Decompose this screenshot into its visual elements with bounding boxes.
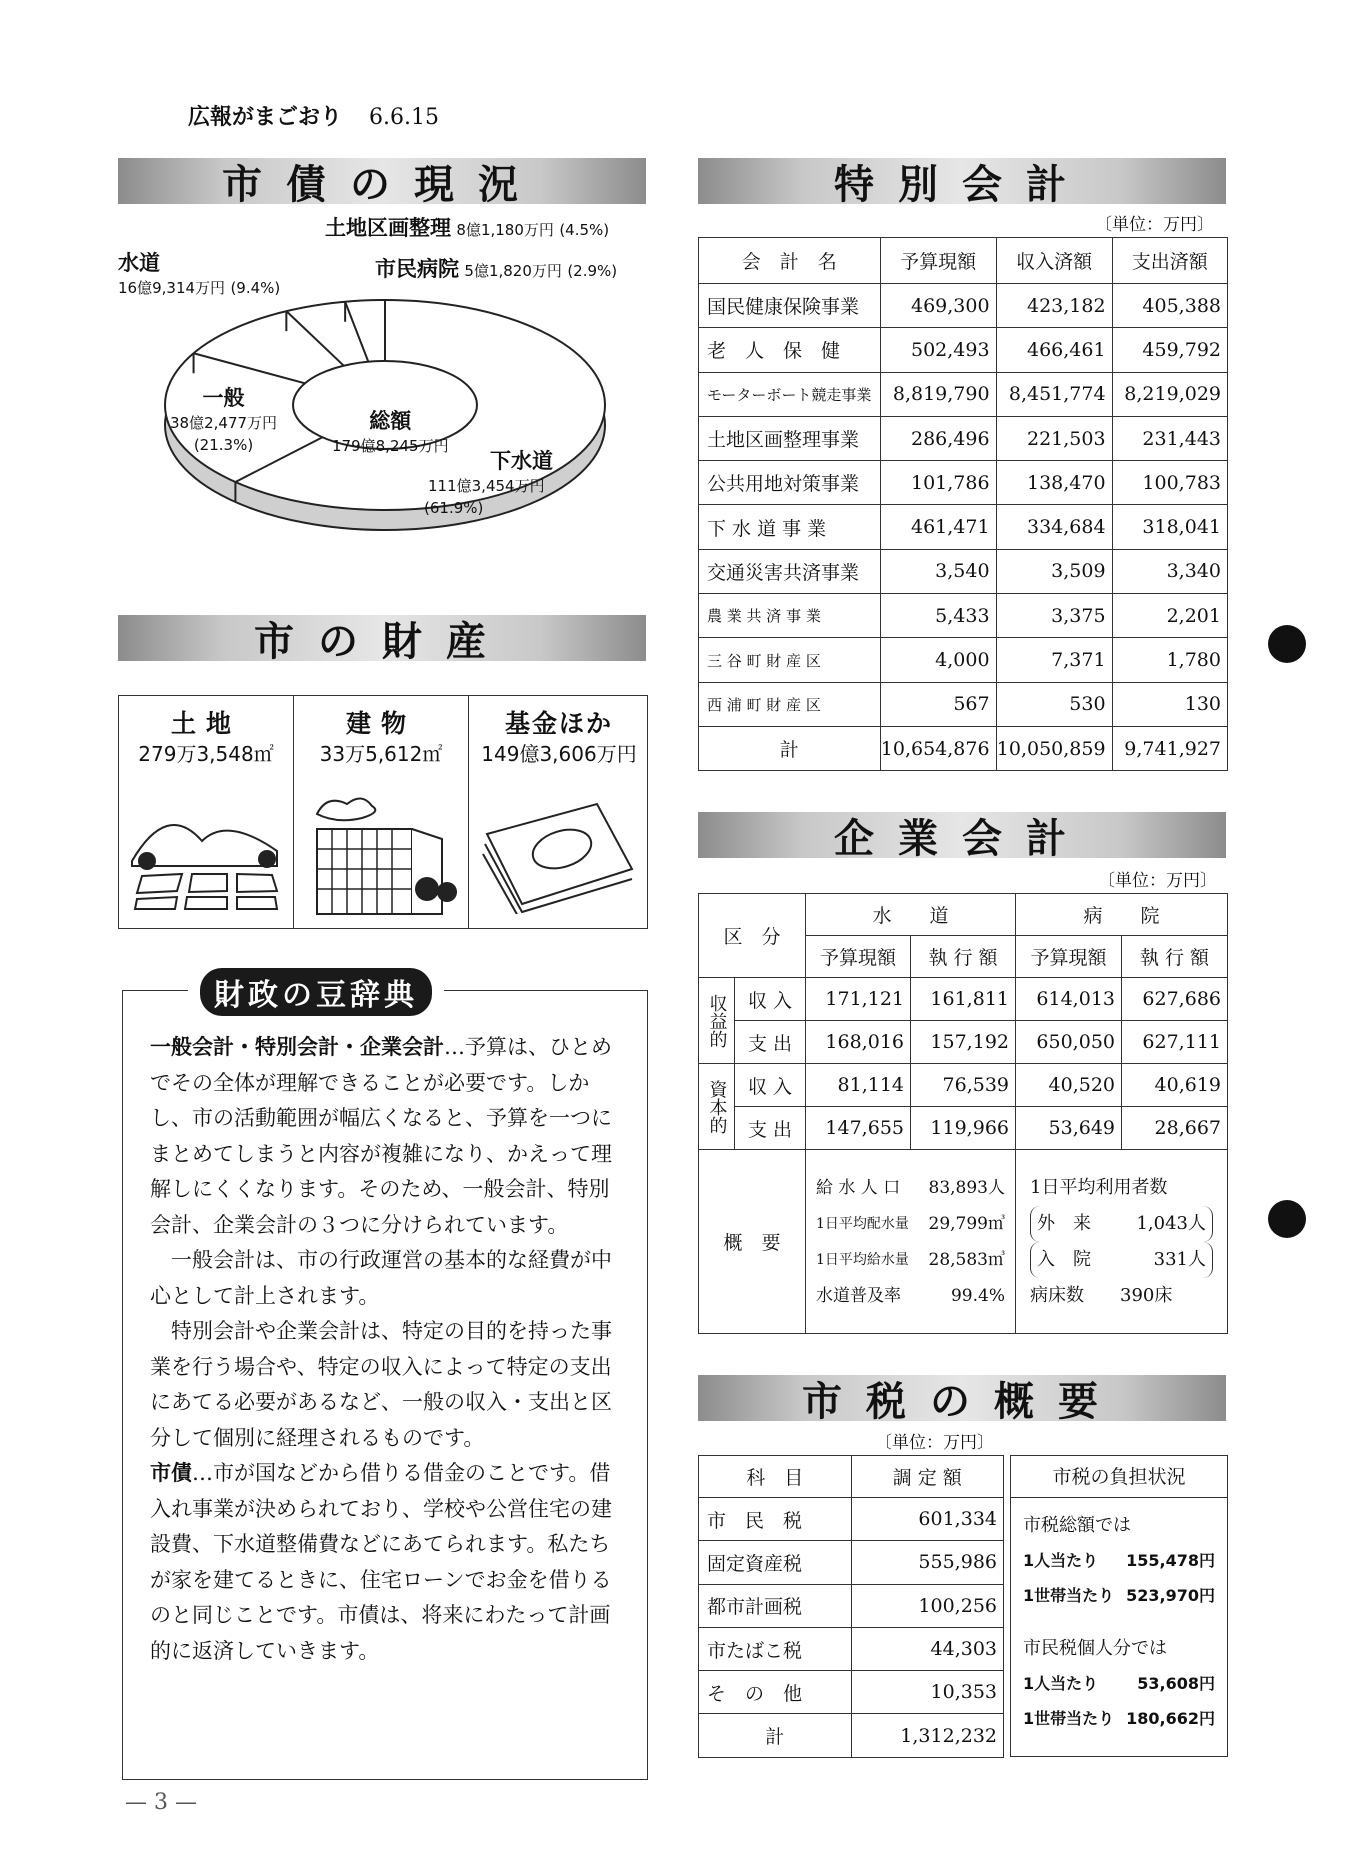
tax-header-amount: 調 定 額 bbox=[851, 1456, 1004, 1498]
margin-dot bbox=[1268, 1200, 1306, 1238]
special-row bbox=[699, 682, 1228, 726]
special-row bbox=[699, 372, 1228, 416]
enterprise-cell: 157,192 bbox=[911, 1021, 1016, 1064]
burden-group-total: 市税総額では bbox=[1023, 1515, 1131, 1536]
enterprise-cell: 627,686 bbox=[1122, 978, 1228, 1021]
special-banner bbox=[698, 158, 1226, 208]
segment-name-hospital: 市民病院 bbox=[375, 257, 459, 281]
hospital-summary-head: 1日平均利用者数 bbox=[1030, 1176, 1168, 1198]
property-box bbox=[118, 695, 648, 929]
summary-value: 29,799㎥ bbox=[928, 1213, 1005, 1234]
tax-total-label: 計 bbox=[699, 1714, 852, 1757]
segment-pct-hospital: (2.9%) bbox=[567, 262, 618, 280]
tax-item: 市 民 税 bbox=[699, 1498, 852, 1541]
burden-value: 155,478円 bbox=[1126, 1551, 1215, 1570]
special-row bbox=[699, 594, 1228, 638]
special-cell: 5,433 bbox=[880, 594, 996, 638]
tax-amount: 601,334 bbox=[851, 1498, 1004, 1541]
special-total-cell: 10,654,876 bbox=[880, 726, 996, 770]
total-amount: 179億8,245万円 bbox=[332, 437, 449, 456]
tax-row bbox=[699, 1541, 1004, 1584]
special-row bbox=[699, 505, 1228, 549]
enterprise-sub-water-exec: 執 行 額 bbox=[911, 936, 1016, 978]
debt-title: 市債の現況 bbox=[222, 161, 542, 208]
enterprise-cell: 76,539 bbox=[911, 1064, 1016, 1107]
summary-value: 28,583㎥ bbox=[928, 1249, 1005, 1270]
dictionary-title-badge bbox=[188, 970, 444, 1014]
tax-item: 市たばこ税 bbox=[699, 1627, 852, 1670]
special-cell: 3,375 bbox=[996, 594, 1112, 638]
summary-key: 水道普及率 bbox=[816, 1285, 901, 1306]
special-account-name: 農 業 共 済 事 業 bbox=[699, 594, 881, 638]
burden-value: 523,970円 bbox=[1126, 1586, 1215, 1605]
segment-amount-water: 16億9,314万円 bbox=[118, 279, 226, 298]
property-fund-value: 149億3,606万円 bbox=[481, 742, 637, 766]
special-cell: 502,493 bbox=[880, 328, 996, 372]
special-cell: 100,783 bbox=[1112, 461, 1227, 505]
burden-value: 53,608円 bbox=[1137, 1674, 1215, 1693]
enterprise-cell: 614,013 bbox=[1016, 978, 1122, 1021]
burden-key: 1人当たり bbox=[1023, 1551, 1099, 1570]
enterprise-cap-income-label: 収 入 bbox=[735, 1064, 806, 1107]
summary-value: 99.4% bbox=[950, 1285, 1005, 1306]
tax-item: そ の 他 bbox=[699, 1671, 852, 1714]
special-cell: 138,470 bbox=[996, 461, 1112, 505]
summary-value: 331人 bbox=[1153, 1248, 1206, 1270]
special-row bbox=[699, 638, 1228, 682]
enterprise-cell: 53,649 bbox=[1016, 1107, 1122, 1150]
property-title: 市の財産 bbox=[254, 618, 510, 665]
tax-row bbox=[699, 1671, 1004, 1714]
special-total-row bbox=[699, 726, 1228, 770]
tax-row bbox=[699, 1584, 1004, 1627]
enterprise-hospital-header: 病 院 bbox=[1016, 894, 1228, 936]
special-account-name: 西 浦 町 財 産 区 bbox=[699, 682, 881, 726]
enterprise-cell: 168,016 bbox=[806, 1021, 911, 1064]
building-illustration bbox=[302, 794, 462, 919]
tax-burden-box bbox=[1010, 1455, 1228, 1757]
enterprise-cell: 627,111 bbox=[1122, 1021, 1228, 1064]
enterprise-cell: 171,121 bbox=[806, 978, 911, 1021]
enterprise-kubun: 区 分 bbox=[699, 894, 806, 978]
special-cell: 8,819,790 bbox=[880, 372, 996, 416]
enterprise-rev-income-label: 収 入 bbox=[735, 978, 806, 1021]
tax-amount: 100,256 bbox=[851, 1584, 1004, 1627]
enterprise-banner bbox=[698, 812, 1226, 862]
burden-row bbox=[1023, 1578, 1215, 1613]
segment-pct-sewer: (61.9%) bbox=[424, 499, 484, 518]
special-header-budget: 予算現額 bbox=[880, 238, 996, 284]
enterprise-table bbox=[698, 893, 1228, 1334]
summary-row bbox=[1030, 1206, 1213, 1242]
enterprise-water-header: 水 道 bbox=[806, 894, 1016, 936]
summary-key: 1日平均給水量 bbox=[816, 1251, 909, 1268]
special-cell: 530 bbox=[996, 682, 1112, 726]
tax-header-item: 科 目 bbox=[699, 1456, 852, 1498]
tax-amount: 10,353 bbox=[851, 1671, 1004, 1714]
special-cell: 405,388 bbox=[1112, 284, 1227, 328]
special-cell: 469,300 bbox=[880, 284, 996, 328]
burden-key: 1人当たり bbox=[1023, 1674, 1099, 1693]
segment-label-hospital bbox=[375, 256, 617, 283]
summary-row bbox=[816, 1278, 1005, 1314]
special-cell: 7,371 bbox=[996, 638, 1112, 682]
segment-pct-general: (21.3%) bbox=[193, 436, 254, 455]
segment-name-water: 水道 bbox=[118, 251, 160, 275]
tax-burden-content bbox=[1011, 1498, 1227, 1746]
special-cell: 567 bbox=[880, 682, 996, 726]
segment-label-sewer bbox=[424, 448, 553, 519]
page-number: — 3 — bbox=[125, 1790, 197, 1815]
segment-label-general bbox=[170, 385, 277, 456]
segment-pct-land: (4.5%) bbox=[559, 221, 610, 239]
special-total-cell: 9,741,927 bbox=[1112, 726, 1227, 770]
summary-value: 83,893人 bbox=[928, 1177, 1005, 1198]
burden-row bbox=[1023, 1543, 1215, 1578]
special-cell: 466,461 bbox=[996, 328, 1112, 372]
enterprise-cell: 28,667 bbox=[1122, 1107, 1228, 1150]
special-cell: 130 bbox=[1112, 682, 1227, 726]
tax-row bbox=[699, 1498, 1004, 1541]
enterprise-cell: 40,520 bbox=[1016, 1064, 1122, 1107]
property-building-value: 33万5,612㎡ bbox=[319, 742, 443, 766]
enterprise-cap-group: 資本的 bbox=[699, 1064, 735, 1150]
special-cell: 8,219,029 bbox=[1112, 372, 1227, 416]
special-row bbox=[699, 416, 1228, 460]
segment-name-general: 一般 bbox=[202, 386, 245, 410]
enterprise-cell: 650,050 bbox=[1016, 1021, 1122, 1064]
term-bond: 市債 bbox=[150, 1461, 192, 1485]
tax-title: 市税の概要 bbox=[802, 1378, 1122, 1425]
special-cell: 3,540 bbox=[880, 549, 996, 593]
burden-row bbox=[1023, 1701, 1215, 1736]
special-cell: 4,000 bbox=[880, 638, 996, 682]
enterprise-summary-label: 概 要 bbox=[699, 1150, 806, 1334]
special-header-name: 会 計 名 bbox=[699, 238, 881, 284]
enterprise-rev-expense-label: 支 出 bbox=[735, 1021, 806, 1064]
enterprise-rev-group: 収益的 bbox=[699, 978, 735, 1064]
special-account-name: 交通災害共済事業 bbox=[699, 549, 881, 593]
summary-row bbox=[816, 1206, 1005, 1242]
summary-row bbox=[816, 1170, 1005, 1206]
property-land-name: 土地 bbox=[170, 709, 241, 738]
dictionary-title: 財政の豆辞典 bbox=[200, 968, 432, 1016]
property-fund-name: 基金ほか bbox=[504, 709, 613, 738]
enterprise-title: 企業会計 bbox=[834, 815, 1090, 862]
burden-group-resident: 市民税個人分では bbox=[1023, 1638, 1167, 1659]
property-land bbox=[119, 696, 294, 928]
definition-bond: …市が国などから借りる借金のことです。借入れ事業が決められており、学校や公営住宅の建設費、下水道整備費などにあてられます。私たちが家を建てるときに、住宅ローンでお金を借りるのと同じことです。市債は、将来にわたって計画的に返済していきます。 bbox=[150, 1461, 612, 1663]
special-cell: 461,471 bbox=[880, 505, 996, 549]
tax-total-row bbox=[699, 1714, 1004, 1757]
segment-amount-sewer: 111億3,454万円 bbox=[428, 477, 545, 496]
special-account-name: 公共用地対策事業 bbox=[699, 461, 881, 505]
segment-amount-general: 38億2,477万円 bbox=[170, 414, 278, 433]
segment-amount-hospital: 5億1,820万円 bbox=[464, 262, 562, 280]
publication-date: 6.6.15 bbox=[369, 105, 439, 130]
special-cell: 231,443 bbox=[1112, 416, 1227, 460]
property-building bbox=[294, 696, 469, 928]
summary-key: 入 院 bbox=[1037, 1248, 1091, 1270]
special-header-expense: 支出済額 bbox=[1112, 238, 1227, 284]
total-label: 総額 bbox=[369, 409, 412, 433]
special-total-label: 計 bbox=[699, 726, 881, 770]
summary-row bbox=[816, 1242, 1005, 1278]
enterprise-cell: 81,114 bbox=[806, 1064, 911, 1107]
enterprise-cell: 119,966 bbox=[911, 1107, 1016, 1150]
tax-amount: 44,303 bbox=[851, 1627, 1004, 1670]
summary-value: 390床 bbox=[1120, 1284, 1173, 1306]
enterprise-cell: 161,811 bbox=[911, 978, 1016, 1021]
tax-row bbox=[699, 1627, 1004, 1670]
summary-key: 外 来 bbox=[1037, 1212, 1091, 1234]
tax-item: 固定資産税 bbox=[699, 1541, 852, 1584]
special-cell: 221,503 bbox=[996, 416, 1112, 460]
special-total-cell: 10,050,859 bbox=[996, 726, 1112, 770]
property-fund bbox=[469, 696, 649, 928]
tax-item: 都市計画税 bbox=[699, 1584, 852, 1627]
special-header-revenue: 収入済額 bbox=[996, 238, 1112, 284]
special-cell: 3,509 bbox=[996, 549, 1112, 593]
hills-illustration bbox=[127, 791, 287, 911]
tax-unit: 〔単位：万円〕 bbox=[875, 1433, 994, 1453]
definition-accounts: …予算は、ひとめでその全体が理解できることが必要です。しかし、市の活動範囲が幅広くなると、予算を一つにまとめてしまうと内容が複雑になり、かえって理解しにくくなります。そのため、一般会計、特別会計、企業会計の３つに分けられています。 一般会計は、市の行政運営の基本的な経費が中心として計上されます。 特別会計や企業会計は、特定の目的を持った事業を行う場合や、特定の収入によって特定の支出にあてる必要があるなど、一般の収入・支出と区分して個別に経理されるものです。 bbox=[150, 1035, 612, 1450]
special-account-name: 国民健康保険事業 bbox=[699, 284, 881, 328]
enterprise-sub-hosp-budget: 予算現額 bbox=[1016, 936, 1122, 978]
segment-name-land: 土地区画整理 bbox=[325, 216, 451, 240]
tax-amount: 555,986 bbox=[851, 1541, 1004, 1584]
tax-total-amount: 1,312,232 bbox=[851, 1714, 1004, 1757]
enterprise-water-summary bbox=[806, 1150, 1016, 1334]
segment-name-sewer: 下水道 bbox=[490, 449, 553, 473]
publication-title: 広報がまごおり bbox=[188, 105, 343, 130]
summary-row bbox=[1030, 1278, 1213, 1314]
enterprise-sub-hosp-exec: 執 行 額 bbox=[1122, 936, 1228, 978]
summary-key: 病床数 bbox=[1030, 1284, 1084, 1306]
special-cell: 3,340 bbox=[1112, 549, 1227, 593]
special-row bbox=[699, 328, 1228, 372]
tax-burden-title: 市税の負担状況 bbox=[1011, 1456, 1227, 1498]
enterprise-unit: 〔単位：万円〕 bbox=[1098, 871, 1217, 891]
burden-value: 180,662円 bbox=[1126, 1709, 1215, 1728]
special-row bbox=[699, 284, 1228, 328]
special-row bbox=[699, 549, 1228, 593]
special-cell: 459,792 bbox=[1112, 328, 1227, 372]
property-land-value: 279万3,548㎡ bbox=[138, 742, 274, 766]
tax-banner bbox=[698, 1375, 1226, 1425]
special-cell: 334,684 bbox=[996, 505, 1112, 549]
burden-key: 1世帯当たり bbox=[1023, 1709, 1115, 1728]
summary-value: 1,043人 bbox=[1136, 1212, 1206, 1234]
summary-key: 給 水 人 口 bbox=[816, 1177, 901, 1198]
special-table bbox=[698, 237, 1228, 771]
special-account-name: 土地区画整理事業 bbox=[699, 416, 881, 460]
summary-row bbox=[1030, 1242, 1213, 1278]
page-header bbox=[188, 100, 439, 131]
enterprise-cell: 147,655 bbox=[806, 1107, 911, 1150]
special-account-name: 下 水 道 事 業 bbox=[699, 505, 881, 549]
special-cell: 101,786 bbox=[880, 461, 996, 505]
special-account-name: モーターボート競走事業 bbox=[699, 372, 881, 416]
special-cell: 423,182 bbox=[996, 284, 1112, 328]
segment-pct-water: (9.4%) bbox=[230, 279, 281, 298]
tax-table bbox=[698, 1455, 1004, 1758]
special-cell: 1,780 bbox=[1112, 638, 1227, 682]
certificate-illustration bbox=[477, 794, 642, 914]
segment-label-land bbox=[325, 215, 609, 242]
special-cell: 286,496 bbox=[880, 416, 996, 460]
special-account-name: 三 谷 町 財 産 区 bbox=[699, 638, 881, 682]
property-building-name: 建物 bbox=[345, 709, 416, 738]
dictionary-body bbox=[150, 1030, 626, 1669]
enterprise-cell: 40,619 bbox=[1122, 1064, 1228, 1107]
enterprise-sub-water-budget: 予算現額 bbox=[806, 936, 911, 978]
special-cell: 318,041 bbox=[1112, 505, 1227, 549]
special-cell: 8,451,774 bbox=[996, 372, 1112, 416]
summary-key: 1日平均配水量 bbox=[816, 1215, 909, 1232]
debt-banner bbox=[118, 158, 646, 208]
special-title: 特別会計 bbox=[834, 161, 1090, 208]
special-account-name: 老 人 保 健 bbox=[699, 328, 881, 372]
segment-amount-land: 8億1,180万円 bbox=[456, 221, 554, 239]
burden-key: 1世帯当たり bbox=[1023, 1586, 1115, 1605]
special-unit: 〔単位：万円〕 bbox=[1095, 215, 1214, 235]
enterprise-cap-expense-label: 支 出 bbox=[735, 1107, 806, 1150]
burden-row bbox=[1023, 1666, 1215, 1701]
term-accounts: 一般会計・特別会計・企業会計 bbox=[150, 1035, 444, 1059]
special-cell: 2,201 bbox=[1112, 594, 1227, 638]
segment-label-water bbox=[118, 250, 280, 299]
special-row bbox=[699, 461, 1228, 505]
enterprise-hospital-summary bbox=[1016, 1150, 1228, 1334]
margin-dot bbox=[1268, 625, 1306, 663]
property-banner bbox=[118, 615, 646, 665]
